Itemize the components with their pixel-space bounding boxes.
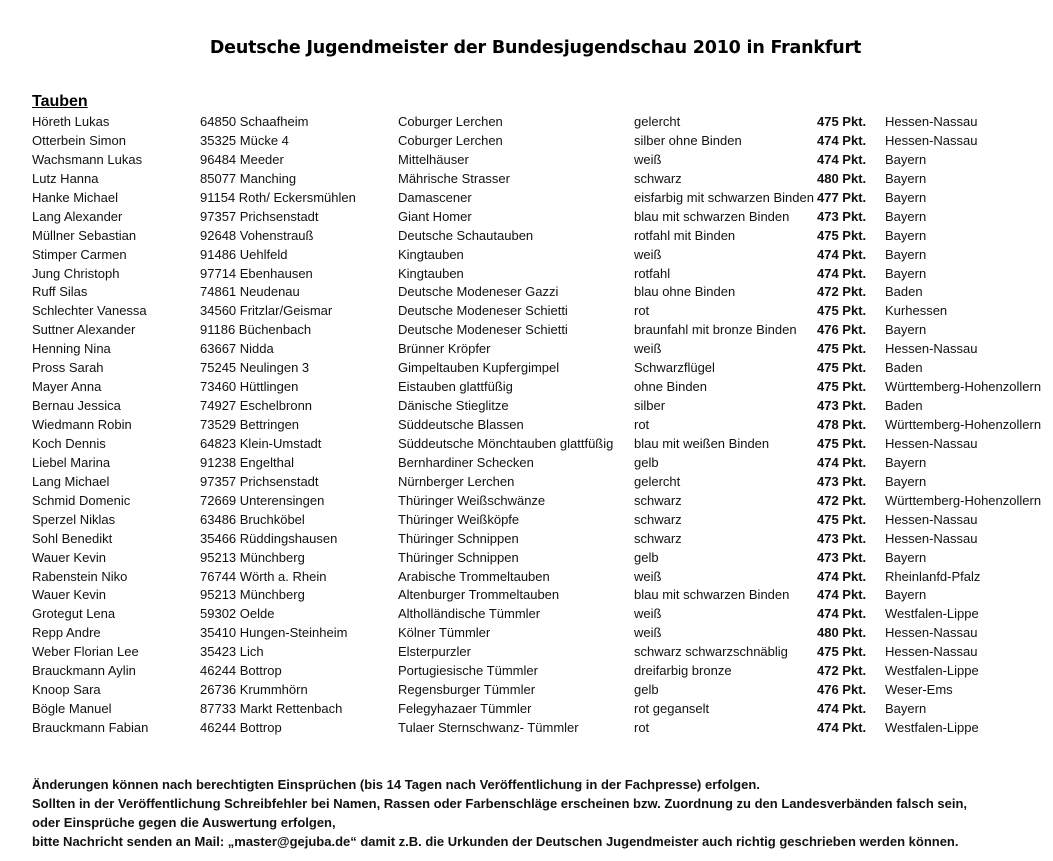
row-landesverband: Baden [885,360,923,376]
row-landesverband: Hessen-Nassau [885,341,978,357]
row-points: 478 Pkt. [817,417,867,432]
row-color: dreifarbig bronze [634,663,732,679]
row-breed: Kölner Tümmler [398,625,491,641]
row-landesverband: Bayern [885,208,927,224]
row-breed: Dänische Stieglitze [398,398,509,414]
row-points: 475 Pkt. [817,379,867,395]
row-name: Repp Andre [32,625,101,641]
table-row [0,662,1053,681]
row-name: Wachsmann Lukas [32,151,143,167]
row-name: Pross Sarah [32,360,104,376]
table-row [0,511,1053,530]
row-landesverband: Bayern [885,322,927,338]
row-name: Rabenstein Niko [32,568,128,584]
table-row [0,700,1053,719]
row-place: 75245 Neulingen 3 [200,360,310,376]
row-place: 63667 Nidda [200,341,274,357]
row-name: Suttner Alexander [32,322,136,338]
row-points: 475 Pkt. [817,435,867,451]
row-place: 97714 Ebenhausen [200,265,313,281]
row-place: 72669 Unterensingen [200,492,325,508]
table-row [0,246,1053,265]
row-breed: Felegyhazaer Tümmler [398,701,532,717]
row-landesverband: Hessen-Nassau [885,644,978,660]
row-color: weiß [634,151,662,167]
row-breed: Deutsche Modeneser Gazzi [398,284,559,300]
row-color: gelercht [634,473,681,489]
row-color: ohne Binden [634,379,708,395]
row-landesverband: Hessen-Nassau [885,132,978,148]
table-row [0,340,1053,359]
row-place: 34560 Fritzlar/Geismar [200,303,333,319]
table-row [0,549,1053,568]
row-name: Wauer Kevin [32,549,106,565]
row-points: 473 Pkt. [817,398,867,414]
row-points: 474 Pkt. [817,568,867,584]
row-color: gelercht [634,114,681,129]
row-color: weiß [634,625,662,641]
table-row [0,189,1053,208]
table-row [0,227,1053,246]
row-color: braunfahl mit bronze Binden [634,322,797,338]
row-color: blau ohne Binden [634,284,736,300]
notes-block [32,775,967,851]
row-color: silber ohne Binden [634,132,742,148]
table-row [0,435,1053,454]
row-breed: Kingtauben [398,246,464,262]
row-breed: Elsterpurzler [398,644,471,660]
row-points: 480 Pkt. [817,625,867,641]
table-row [0,321,1053,340]
table-row [0,208,1053,227]
row-name: Brauckmann Aylin [32,663,136,679]
table-row [0,416,1053,435]
row-points: 474 Pkt. [817,132,867,148]
row-place: 46244 Bottrop [200,720,282,735]
row-color: Schwarzflügel [634,360,715,376]
row-color: blau mit weißen Binden [634,435,770,451]
row-name: Weber Florian Lee [32,644,139,660]
note-line: Sollten in der Veröffentlichung Schreibfehler bei Namen, Rassen oder Farbenschläge erscheinen bzw. Zuordnung zu den Landesverbänden falsch sein, [32,796,967,811]
row-place: 35466 Rüddingshausen [200,530,338,546]
row-color: rot [634,303,650,319]
row-color: schwarz [634,511,682,527]
row-name: Bögle Manuel [32,701,112,717]
row-landesverband: Kurhessen [885,303,948,319]
row-breed: Thüringer Weißköpfe [398,511,520,527]
row-name: Grotegut Lena [32,606,116,622]
row-place: 97357 Prichsenstadt [200,208,319,224]
table-row [0,605,1053,624]
table-row [0,378,1053,397]
row-place: 35410 Hungen-Steinheim [200,625,348,641]
row-name: Sperzel Niklas [32,511,116,527]
row-breed: Thüringer Schnippen [398,549,519,565]
row-points: 475 Pkt. [817,227,867,243]
row-color: rotfahl [634,265,671,281]
row-breed: Mährische Strasser [398,170,510,186]
row-points: 474 Pkt. [817,606,867,622]
row-place: 26736 Krummhörn [200,682,308,698]
row-breed: Thüringer Schnippen [398,530,519,546]
row-color: weiß [634,246,662,262]
row-name: Bernau Jessica [32,398,121,414]
row-place: 63486 Bruchköbel [200,511,305,527]
row-landesverband: Baden [885,284,923,300]
row-points: 472 Pkt. [817,663,867,679]
document-title: Deutsche Jugendmeister der Bundesjugendschau 2010 in Frankfurt [209,38,862,58]
row-points: 473 Pkt. [817,208,867,224]
results-table [0,113,1053,738]
row-place: 91154 Roth/ Eckersmühlen [200,189,356,205]
row-color: eisfarbig mit schwarzen Binden [634,189,814,205]
row-breed: Regensburger Tümmler [398,682,536,698]
row-breed: Brünner Kröpfer [398,341,491,357]
row-color: weiß [634,341,662,357]
row-landesverband: Rheinlanfd-Pfalz [885,568,981,584]
table-row [0,624,1053,643]
row-place: 97357 Prichsenstadt [200,473,319,489]
row-color: weiß [634,606,662,622]
row-name: Schlechter Vanessa [32,303,147,319]
row-breed: Tulaer Sternschwanz- Tümmler [398,720,579,735]
row-points: 475 Pkt. [817,303,867,319]
row-name: Wiedmann Robin [32,417,132,432]
row-breed: Kingtauben [398,265,464,281]
row-landesverband: Bayern [885,473,927,489]
row-breed: Damascener [398,189,472,205]
row-points: 472 Pkt. [817,492,867,508]
table-row [0,719,1053,738]
row-points: 473 Pkt. [817,473,867,489]
row-color: silber [634,398,666,414]
row-breed: Süddeutsche Mönchtauben glattfüßig [398,435,614,451]
row-breed: Deutsche Modeneser Schietti [398,322,568,338]
row-points: 474 Pkt. [817,265,867,281]
row-breed: Eistauben glattfüßig [398,379,513,395]
row-points: 475 Pkt. [817,114,867,129]
section-heading: Tauben [32,93,88,110]
row-breed: Altenburger Trommeltauben [398,587,560,603]
row-name: Höreth Lukas [32,114,110,129]
row-landesverband: Westfalen-Lippe [885,720,979,735]
table-row [0,643,1053,662]
row-landesverband: Bayern [885,170,927,186]
row-points: 473 Pkt. [817,549,867,565]
row-landesverband: Hessen-Nassau [885,435,978,451]
row-name: Stimper Carmen [32,246,127,262]
row-landesverband: Bayern [885,549,927,565]
row-landesverband: Württemberg-Hohenzollern [885,492,1042,508]
row-place: 76744 Wörth a. Rhein [200,568,327,584]
note-line: Änderungen können nach berechtigten Einsprüchen (bis 14 Tagen nach Veröffentlichung in der Fachpresse) erfolgen. [32,777,760,792]
row-color: gelb [634,682,659,698]
row-landesverband: Bayern [885,151,927,167]
row-landesverband: Württemberg-Hohenzollern [885,417,1042,432]
row-name: Ruff Silas [32,284,88,300]
row-landesverband: Hessen-Nassau [885,511,978,527]
row-breed: Altholländische Tümmler [398,606,541,622]
row-place: 64850 Schaafheim [200,114,309,129]
table-row [0,568,1053,587]
row-color: schwarz schwarzschnäblig [634,644,788,660]
row-breed: Mittelhäuser [398,151,469,167]
row-name: Koch Dennis [32,435,106,451]
row-points: 474 Pkt. [817,151,867,167]
row-breed: Coburger Lerchen [398,132,503,148]
row-place: 35325 Mücke 4 [200,132,289,148]
row-breed: Deutsche Schautauben [398,227,534,243]
row-breed: Coburger Lerchen [398,114,503,129]
row-points: 476 Pkt. [817,682,867,698]
row-breed: Arabische Trommeltauben [398,568,550,584]
row-landesverband: Bayern [885,454,927,470]
row-breed: Portugiesische Tümmler [398,663,538,679]
table-row [0,530,1053,549]
row-breed: Giant Homer [398,208,472,224]
row-color: rot [634,417,650,432]
row-landesverband: Hessen-Nassau [885,530,978,546]
row-color: rot [634,720,650,735]
row-landesverband: Bayern [885,227,927,243]
row-points: 476 Pkt. [817,322,867,338]
row-color: schwarz [634,492,682,508]
row-name: Liebel Marina [32,454,111,470]
row-color: blau mit schwarzen Binden [634,587,790,603]
row-points: 474 Pkt. [817,246,867,262]
table-row [0,170,1053,189]
row-points: 480 Pkt. [817,170,867,186]
row-landesverband: Bayern [885,189,927,205]
row-name: Hanke Michael [32,189,118,205]
row-place: 96484 Meeder [200,151,284,167]
row-points: 474 Pkt. [817,701,867,717]
row-points: 474 Pkt. [817,454,867,470]
row-name: Lutz Hanna [32,170,99,186]
row-color: rotfahl mit Binden [634,227,736,243]
row-name: Lang Michael [32,473,110,489]
row-place: 95213 Münchberg [200,587,305,603]
table-row [0,151,1053,170]
row-points: 474 Pkt. [817,587,867,603]
row-points: 475 Pkt. [817,511,867,527]
row-name: Knoop Sara [32,682,101,698]
row-landesverband: Württemberg-Hohenzollern [885,379,1042,395]
row-breed: Bernhardiner Schecken [398,454,534,470]
row-landesverband: Bayern [885,246,927,262]
row-name: Otterbein Simon [32,132,126,148]
table-row [0,132,1053,151]
row-name: Lang Alexander [32,208,123,224]
row-landesverband: Westfalen-Lippe [885,663,979,679]
row-place: 91486 Uehlfeld [200,246,288,262]
row-name: Schmid Domenic [32,492,131,508]
row-place: 91186 Büchenbach [200,322,312,338]
row-color: blau mit schwarzen Binden [634,208,790,224]
row-points: 473 Pkt. [817,530,867,546]
table-row [0,492,1053,511]
note-line: bitte Nachricht senden an Mail: „master@gejuba.de“ damit z.B. die Urkunden der Deutschen Jugendmeister auch richtig geschrieben werden können. [32,834,959,849]
row-place: 74861 Neudenau [200,284,300,300]
row-place: 73529 Bettringen [200,417,300,432]
row-place: 87733 Markt Rettenbach [200,701,343,717]
row-breed: Gimpeltauben Kupfergimpel [398,360,560,376]
row-breed: Thüringer Weißschwänze [398,492,546,508]
row-place: 35423 Lich [200,644,264,660]
table-row [0,586,1053,605]
row-points: 472 Pkt. [817,284,867,300]
row-name: Brauckmann Fabian [32,720,149,735]
row-points: 474 Pkt. [817,720,867,735]
note-line: oder Einsprüche gegen die Auswertung erfolgen, [32,815,336,830]
row-landesverband: Westfalen-Lippe [885,606,979,622]
row-name: Sohl Benedikt [32,530,113,546]
row-name: Henning Nina [32,341,111,357]
row-place: 85077 Manching [200,170,297,186]
row-name: Jung Christoph [32,265,120,281]
table-row [0,302,1053,321]
table-row [0,283,1053,302]
row-landesverband: Bayern [885,587,927,603]
row-points: 475 Pkt. [817,341,867,357]
table-row [0,397,1053,416]
row-color: gelb [634,454,659,470]
row-place: 46244 Bottrop [200,663,282,679]
row-place: 64823 Klein-Umstadt [200,435,322,451]
row-place: 95213 Münchberg [200,549,305,565]
row-color: weiß [634,568,662,584]
table-row [0,113,1053,132]
row-name: Wauer Kevin [32,587,106,603]
row-color: rot geganselt [634,701,710,717]
table-row [0,454,1053,473]
row-place: 91238 Engelthal [200,454,294,470]
row-points: 475 Pkt. [817,360,867,376]
table-row [0,681,1053,700]
row-place: 74927 Eschelbronn [200,398,313,414]
row-landesverband: Hessen-Nassau [885,114,978,129]
row-landesverband: Hessen-Nassau [885,625,978,641]
table-row [0,359,1053,378]
row-color: schwarz [634,530,682,546]
row-name: Mayer Anna [32,379,102,395]
row-breed: Süddeutsche Blassen [398,417,524,432]
row-breed: Nürnberger Lerchen [398,473,515,489]
table-row [0,265,1053,284]
row-color: schwarz [634,170,682,186]
row-landesverband: Weser-Ems [885,682,953,698]
row-landesverband: Bayern [885,701,927,717]
row-place: 73460 Hüttlingen [200,379,299,395]
row-color: gelb [634,549,659,565]
row-landesverband: Baden [885,398,923,414]
row-place: 92648 Vohenstrauß [200,227,314,243]
table-row [0,473,1053,492]
row-name: Müllner Sebastian [32,227,137,243]
row-landesverband: Bayern [885,265,927,281]
row-place: 59302 Oelde [200,606,275,622]
row-breed: Deutsche Modeneser Schietti [398,303,568,319]
row-points: 477 Pkt. [817,189,867,205]
row-points: 475 Pkt. [817,644,867,660]
